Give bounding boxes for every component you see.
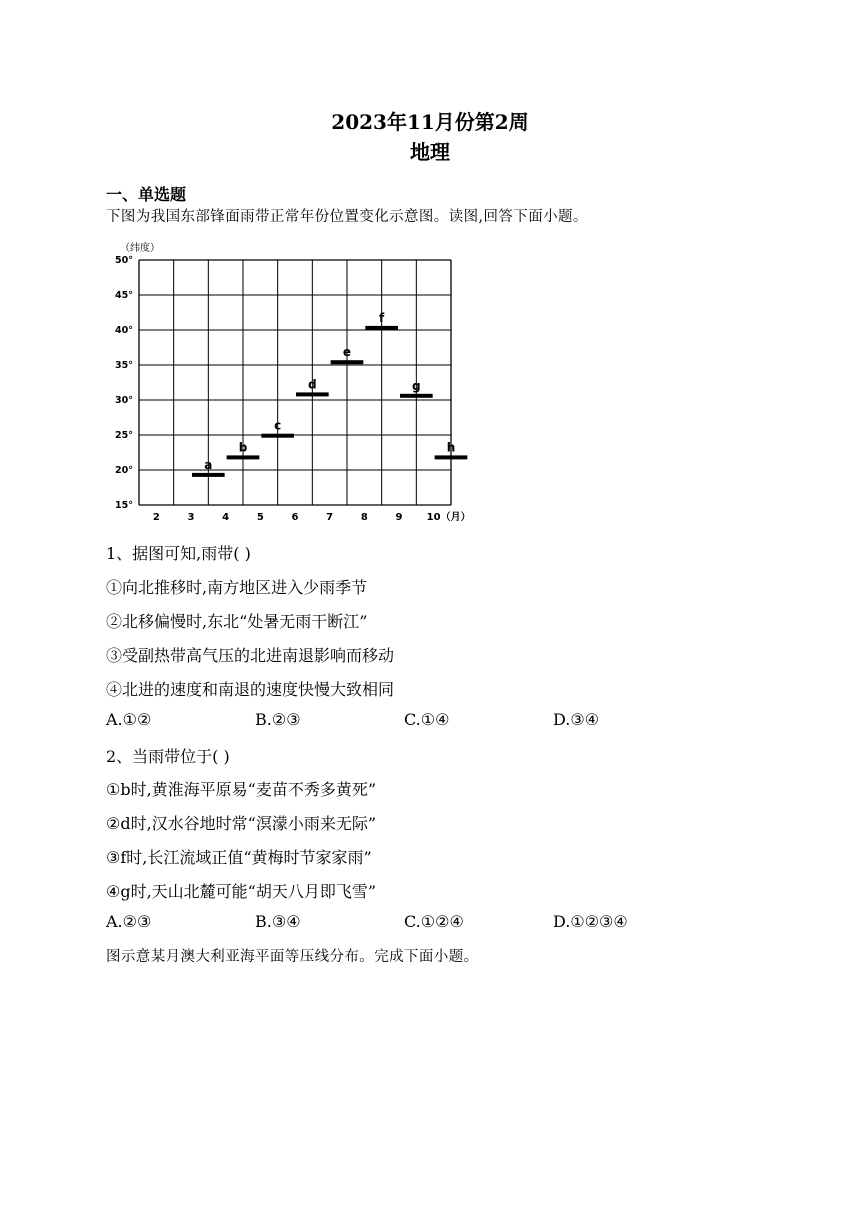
intro-text: 下图为我国东部锋面雨带正常年份位置变化示意图。读图,回答下面小题。: [106, 209, 588, 225]
y-axis-label: （纬度）: [120, 243, 160, 254]
y-tick-label: 30°: [115, 395, 133, 406]
q2-option-a[interactable]: A.②③: [106, 912, 152, 931]
q2-item-2: ②d时,汉水谷地时常“溟濛小雨来无际”: [106, 814, 377, 833]
q2-item-1: ①b时,黄淮海平原易“麦苗不秀多黄死”: [106, 780, 377, 799]
q2-option-b[interactable]: B.③④: [255, 912, 301, 931]
q1-item-3: ③受副热带高气压的北进南退影响而移动: [106, 646, 395, 665]
x-tick-label: 10（月）: [426, 512, 471, 523]
q1-item-2: ②北移偏慢时,东北“处暑无雨干断江”: [106, 612, 368, 631]
q2-stem: 2、当雨带位于( ): [106, 747, 230, 766]
y-tick-label: 25°: [115, 430, 133, 441]
rainband-bar-h: [435, 455, 468, 459]
rainband-label-d: d: [308, 377, 317, 392]
rainband-label-h: h: [446, 440, 456, 455]
x-tick-label: 7: [326, 512, 334, 523]
rainband-bar-a: [192, 473, 225, 477]
y-tick-label: 35°: [115, 360, 133, 371]
rainband-bar-e: [331, 360, 364, 364]
x-tick-label: 9: [395, 512, 403, 523]
x-axis-ticks: [153, 510, 471, 523]
q1-option-b[interactable]: B.②③: [255, 710, 301, 729]
rainband-label-a: a: [204, 457, 213, 472]
intro-text-2: 图示意某月澳大利亚海平面等压线分布。完成下面小题。: [106, 949, 479, 965]
rainband-bar-f: [365, 326, 398, 330]
rainband-bar-g: [400, 394, 433, 398]
rainband-bar-d: [296, 392, 329, 396]
y-tick-label: 20°: [115, 465, 133, 476]
q2-item-4: ④g时,天山北麓可能“胡天八月即飞雪”: [106, 882, 377, 901]
x-tick-label: 3: [187, 512, 195, 523]
q1-item-1: ①向北推移时,南方地区进入少雨季节: [106, 578, 368, 597]
rainband-label-c: c: [274, 418, 282, 433]
y-tick-label: 40°: [115, 325, 133, 336]
q1-option-d[interactable]: D.③④: [553, 710, 600, 729]
x-tick-label: 2: [152, 512, 160, 523]
subject-title: 地理: [410, 140, 450, 164]
y-axis-ticks: [115, 255, 133, 511]
y-tick-label: 15°: [115, 500, 133, 511]
rainband-label-f: f: [379, 310, 385, 325]
x-tick-label: 8: [360, 512, 368, 523]
page-title: 2023年11月份第2周: [331, 110, 529, 134]
rainband-bar-b: [227, 455, 260, 459]
q2-option-c[interactable]: C.①②④: [404, 912, 464, 931]
x-tick-label: 6: [291, 512, 299, 523]
x-tick-label: 4: [222, 512, 230, 523]
chart-marks: [192, 311, 467, 477]
rainband-label-b: b: [238, 440, 248, 455]
q1-option-a[interactable]: A.①②: [106, 710, 152, 729]
q1-stem: 1、据图可知,雨带( ): [106, 544, 251, 563]
section-heading: 一、单选题: [106, 185, 187, 204]
chart-grid: [139, 260, 451, 505]
rainband-label-g: g: [412, 378, 421, 393]
rainband-label-e: e: [342, 345, 352, 360]
rainband-bar-c: [261, 434, 294, 438]
rainband-chart: [110, 236, 480, 531]
q1-item-4: ④北进的速度和南退的速度快慢大致相同: [106, 680, 395, 699]
y-tick-label: 50°: [115, 255, 133, 266]
x-tick-label: 5: [256, 512, 264, 523]
q1-option-c[interactable]: C.①④: [404, 710, 450, 729]
q2-option-d[interactable]: D.①②③④: [553, 912, 628, 931]
y-tick-label: 45°: [115, 290, 133, 301]
q2-item-3: ③f时,长江流域正值“黄梅时节家家雨”: [106, 848, 372, 867]
